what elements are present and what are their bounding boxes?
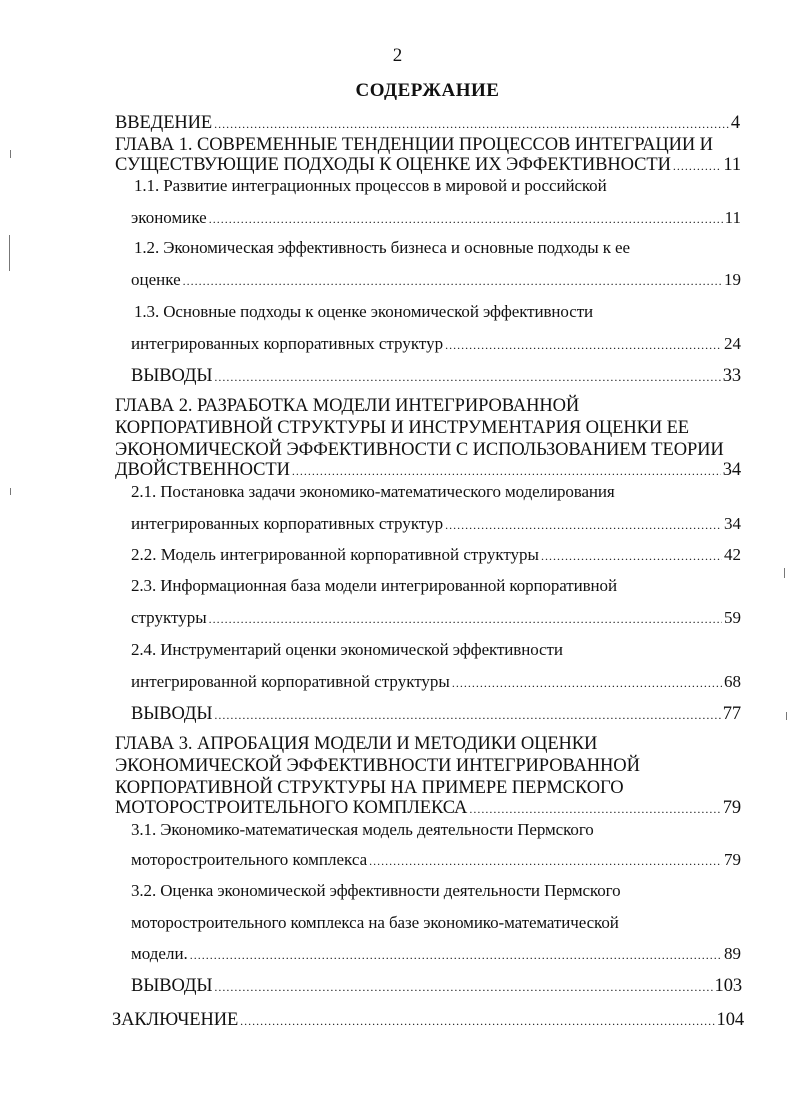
toc-entry-title: ВЫВОДЫ <box>131 704 213 724</box>
toc-entry-title: МОТОРОСТРОИТЕЛЬНОГО КОМПЛЕКСА <box>115 798 468 818</box>
scan-speck <box>784 568 785 578</box>
toc-entry-page: 77 <box>722 704 741 724</box>
toc-entry-title-line: 2.3. Информационная база модели интегрированной корпоративной <box>131 576 617 595</box>
toc-entry-page: 4 <box>730 113 740 133</box>
toc-entry-page: 11 <box>724 208 741 227</box>
toc-entry-title-line: ГЛАВА 2. РАЗРАБОТКА МОДЕЛИ ИНТЕГРИРОВАННОЙ <box>115 396 580 416</box>
toc-entry-title-line: 1.2. Экономическая эффективность бизнеса и основные подходы к ее <box>134 238 630 257</box>
leader-dots <box>190 942 722 968</box>
toc-entry-title-line: моторостроительного комплекса на базе экономико-математической <box>131 913 619 932</box>
toc-entry-page: 59 <box>724 608 741 627</box>
toc-entry-page: 103 <box>714 976 742 996</box>
toc-entry-title-line: ЭКОНОМИЧЕСКОЙ ЭФФЕКТИВНОСТИ ИНТЕГРИРОВАННОЙ <box>115 756 640 776</box>
toc-entry-section-3-2[interactable] <box>131 941 741 967</box>
toc-entry-title: оценке <box>131 270 181 289</box>
toc-entry-page: 11 <box>723 155 741 175</box>
toc-entry-page: 68 <box>724 672 741 691</box>
toc-entry-title-line: КОРПОРАТИВНОЙ СТРУКТУРЫ НА ПРИМЕРЕ ПЕРМСКОГО <box>115 778 624 798</box>
toc-entry-page: 34 <box>722 460 741 480</box>
toc-entry-section-1-1[interactable] <box>131 205 741 231</box>
toc-entry-title: СУЩЕСТВУЮЩИЕ ПОДХОДЫ К ОЦЕНКЕ ИХ ЭФФЕКТИВНОСТИ <box>115 155 671 175</box>
leader-dots <box>209 606 722 632</box>
toc-entry-conclusion[interactable] <box>112 1007 744 1033</box>
toc-entry-page: 79 <box>724 850 741 869</box>
toc-entry-title: интегрированных корпоративных структур <box>131 334 444 353</box>
leader-dots <box>541 543 722 569</box>
toc-entry-conclusions-3[interactable] <box>131 973 742 999</box>
leader-dots <box>183 268 722 294</box>
toc-entry-section-2-4[interactable] <box>131 669 741 695</box>
toc-entry-title: экономике <box>131 208 207 227</box>
toc-entry-page: 19 <box>724 270 741 289</box>
toc-entry-title-line: 3.2. Оценка экономической эффективности деятельности Пермского <box>131 881 621 900</box>
leader-dots <box>445 332 722 358</box>
toc-entry-title: ВВЕДЕНИЕ <box>115 113 213 133</box>
toc-entry-section-2-1[interactable] <box>131 511 741 537</box>
toc-entry-section-1-3[interactable] <box>131 331 741 357</box>
leader-dots <box>369 848 722 874</box>
toc-entry-title: 2.2. Модель интегрированной корпоративной структуры <box>131 545 539 564</box>
scan-speck <box>786 712 787 720</box>
toc-entry-page: 79 <box>722 798 741 818</box>
toc-entry-title: интегрированных корпоративных структур <box>131 514 444 533</box>
toc-entry-title: ВЫВОДЫ <box>131 976 213 996</box>
toc-entry-section-2-3[interactable] <box>131 605 741 631</box>
toc-entry-section-3-1[interactable] <box>131 847 741 873</box>
leader-dots <box>214 364 720 390</box>
toc-entry-conclusions-1[interactable] <box>131 363 741 389</box>
toc-entry-title-line: КОРПОРАТИВНОЙ СТРУКТУРЫ И ИНСТРУМЕНТАРИЯ ОЦЕНКИ ЕЕ <box>115 418 690 438</box>
toc-entry-title-line: 2.4. Инструментарий оценки экономической эффективности <box>131 640 563 659</box>
scan-speck <box>10 488 11 495</box>
toc-entry-title: ВЫВОДЫ <box>131 366 213 386</box>
toc-entry-title-line: 1.3. Основные подходы к оценке экономической эффективности <box>134 302 594 321</box>
leader-dots <box>673 153 722 179</box>
page-title: СОДЕРЖАНИЕ <box>355 80 500 101</box>
toc-entry-title: ЗАКЛЮЧЕНИЕ <box>112 1010 239 1030</box>
toc-entry-title-line: ГЛАВА 1. СОВРЕМЕННЫЕ ТЕНДЕНЦИИ ПРОЦЕССОВ ИНТЕГРАЦИИ И <box>115 135 713 155</box>
page-number: 2 <box>392 45 403 66</box>
toc-entry-conclusions-2[interactable] <box>131 701 741 727</box>
leader-dots <box>209 206 723 232</box>
leader-dots <box>445 512 722 538</box>
leader-dots <box>240 1008 714 1034</box>
toc-entry-page: 89 <box>724 944 741 963</box>
toc-entry-title-line: ГЛАВА 3. АПРОБАЦИЯ МОДЕЛИ И МЕТОДИКИ ОЦЕНКИ <box>115 734 598 754</box>
toc-entry-title: структуры <box>131 608 207 627</box>
toc-entry-title: моторостроительного комплекса <box>131 850 368 869</box>
toc-entry-title: ДВОЙСТВЕННОСТИ <box>115 460 290 480</box>
toc-entry-page: 104 <box>716 1010 744 1030</box>
toc-entry-page: 33 <box>722 366 741 386</box>
scan-speck <box>10 150 11 158</box>
toc-entry-title: интегрированной корпоративной структуры <box>131 672 450 691</box>
toc-entry-page: 34 <box>724 514 741 533</box>
toc-entry-title: модели. <box>131 944 188 963</box>
toc-entry-page: 42 <box>724 545 741 564</box>
toc-entry-title-line: 3.1. Экономико-математическая модель деятельности Пермского <box>131 820 594 839</box>
leader-dots <box>452 670 722 696</box>
toc-entry-section-1-2[interactable] <box>131 267 741 293</box>
toc-entry-page: 24 <box>724 334 741 353</box>
leader-dots <box>214 702 720 728</box>
leader-dots <box>214 974 712 1000</box>
scan-speck <box>9 235 10 271</box>
toc-entry-section-2-2[interactable] <box>131 542 741 568</box>
toc-entry-title-line: 1.1. Развитие интеграционных процессов в мировой и российской <box>134 176 607 195</box>
toc-entry-title-line: ЭКОНОМИЧЕСКОЙ ЭФФЕКТИВНОСТИ С ИСПОЛЬЗОВАНИЕМ ТЕОРИИ <box>115 440 724 460</box>
toc-entry-title-line: 2.1. Постановка задачи экономико-математического моделирования <box>131 482 615 501</box>
